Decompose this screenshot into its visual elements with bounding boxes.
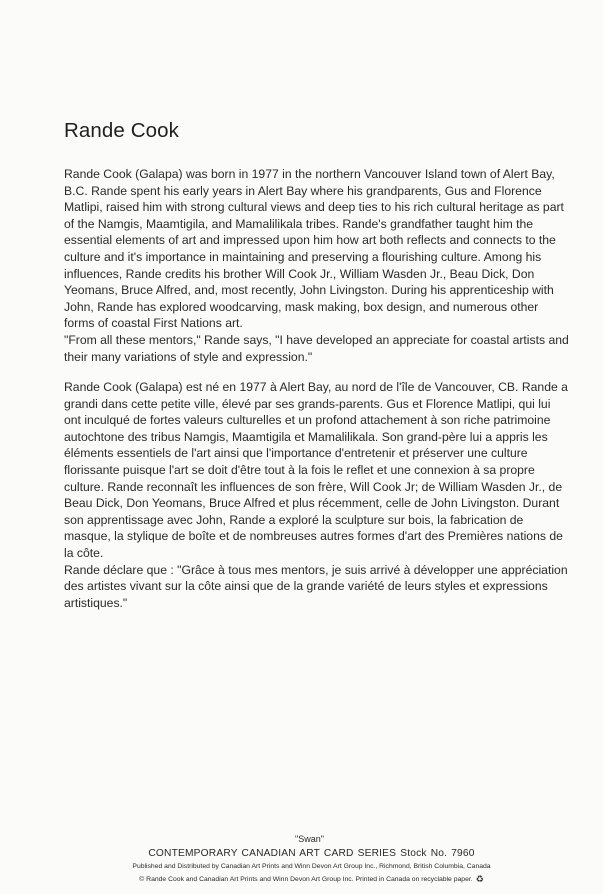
copyright-text: © Rande Cook and Canadian Art Prints and Winn Devon Art Group Inc. Printed in Canada on recyclable paper. bbox=[139, 876, 473, 883]
biography-english-quote: "From all these mentors," Rande says, "I have developed an appreciate for coastal artists and their many variations of style and expression." bbox=[64, 332, 569, 364]
copyright-line bbox=[10, 874, 603, 885]
biography-french-paragraph: Rande Cook (Galapa) est né en 1977 à Alert Bay, au nord de l'île de Vancouver, CB. Rande a grandi dans cette petite ville, élevé par ses grands-parents. Gus et Florence Matlipi, qui lui ont inculqué de fortes valeurs culturelles et un profond attachement à son riche patrimoine autochtone des tribus Namgis, Maamtigila et Mamalilikala. Son grand-père lui a appris les éléments essentiels de l'art ainsi que l'importance d'entretenir et préserver une culture florissante puisque l'art se doit d'être tout à la fois le reflet et une connexion à sa propre culture. Rande reconnaît les influences de son frère, Will Cook Jr; de William Wasden Jr., de Beau Dick, Don Yeomans, Bruce Alfred et plus récemment, celle de John Livingston. Durant son apprentissage avec John, Rande a exploré la sculpture sur bois, la fabrication de masque, la stylique de boîte et de nombreuses autres formes d'art des Premières nations de la côte. bbox=[64, 380, 568, 560]
artwork-title: "Swan" bbox=[295, 834, 324, 844]
biography-french-quote: Rande déclare que : "Grâce à tous mes mentors, je suis arrivé à développer une appréciation des artistes vivant sur la côte ainsi que de la grande variété de leurs styles et expressions artistiques." bbox=[64, 562, 568, 610]
biography-english bbox=[64, 166, 569, 365]
biography-french bbox=[64, 379, 569, 611]
page-title: Rande Cook bbox=[64, 119, 179, 142]
series-stock-line: CONTEMPORARY CANADIAN ART CARD SERIES Stock No. 7960 bbox=[148, 848, 475, 859]
publisher-line: Published and Distributed by Canadian Art Prints and Winn Devon Art Group Inc., Richmond, British Columbia, Canada bbox=[132, 863, 491, 870]
recycle-icon: ♻ bbox=[475, 874, 484, 884]
biography-english-paragraph: Rande Cook (Galapa) was born in 1977 in the northern Vancouver Island town of Alert Bay, B.C. Rande spent his early years in Alert Bay where his grandparents, Gus and Florence Matlipi, raised him with strong cultural views and deep ties to his rich cultural heritage as part of the Namgis, Maamtigila, and Mamalilikala tribes. Rande's grandfather taught him the essential elements of art and impressed upon him how art both reflects and connects to the culture and it's importance in maintaining and preserving a flourishing culture. Among his influences, Rande credits his brother Will Cook Jr., William Wasden Jr., Beau Dick, Don Yeomans, Bruce Alfred, and, most recently, John Livingston. During his apprenticeship with John, Rande has explored woodcarving, mask making, box design, and numerous other forms of coastal First Nations art. bbox=[64, 167, 564, 331]
